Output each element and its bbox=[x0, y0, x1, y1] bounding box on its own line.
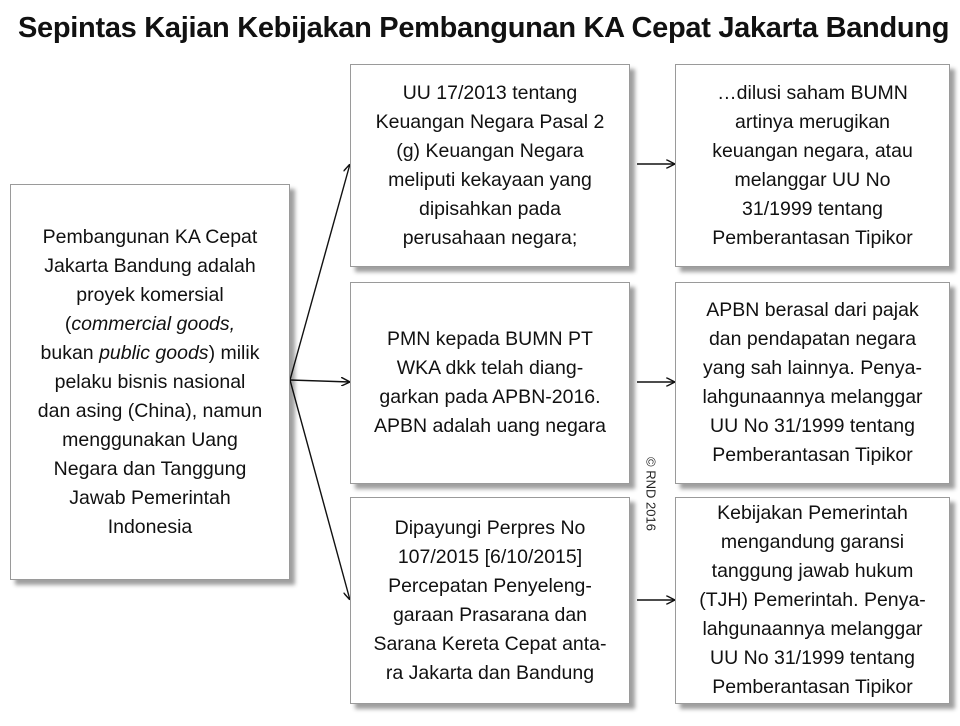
arrow-main-to-box-a2 bbox=[290, 380, 350, 382]
right-box-text: …dilusi saham BUMN artinya merugikan keuangan negara, atau melanggar UU No 31/1999 tentang Pemberantasan Tipikor bbox=[712, 81, 913, 249]
right-box-text: APBN berasal dari pajak dan pendapatan negara yang sah lainnya. Penya- lahgunaannya melanggar UU No 31/1999 tentang Pemberantasan Tipikor bbox=[702, 299, 923, 466]
italic-public-goods: public goods bbox=[99, 341, 209, 364]
middle-box-perpres bbox=[350, 497, 630, 704]
right-box-apbn-pajak bbox=[675, 282, 950, 484]
arrow-main-to-box-a3 bbox=[290, 380, 350, 600]
arrow-main-to-box-a1 bbox=[290, 164, 350, 380]
copyright-label: © RND 2016 bbox=[643, 457, 659, 531]
italic-commercial-goods: commercial goods, bbox=[71, 312, 236, 335]
middle-box-text: PMN kepada BUMN PT WKA dkk telah diang- garkan pada APBN-2016. APBN adalah uang negara bbox=[373, 328, 606, 437]
middle-box-text: UU 17/2013 tentang Keuangan Negara Pasal 2 (g) Keuangan Negara meliputi kekayaan yang dipisahkan pada perusahaan negara; bbox=[375, 81, 605, 249]
right-box-dilusi-saham bbox=[675, 64, 950, 267]
right-box-garansi-tjh bbox=[675, 497, 950, 704]
main-statement-text: Pembangunan KA Cepat Jakarta Bandung adalah proyek komersial (commercial goods, bukan public goods) milik pelaku bisnis nasional dan asing (China), namun menggunakan Uang Negara dan Tanggung Jawab Pemerintah Indonesia bbox=[37, 225, 263, 538]
main-statement-box bbox=[10, 184, 290, 580]
middle-box-uu-17-2013 bbox=[350, 64, 630, 267]
right-box-text: Kebijakan Pemerintah mengandung garansi tanggung jawab hukum (TJH) Pemerintah. Penya- lahgunaannya melanggar UU No 31/1999 tentang Pemberantasan Tipikor bbox=[699, 502, 926, 698]
middle-box-text: Dipayungi Perpres No 107/2015 [6/10/2015] Percepatan Penyeleng- garaan Prasarana dan Sarana Kereta Cepat anta- ra Jakarta dan Bandung bbox=[373, 516, 607, 684]
middle-box-pmn-bumn bbox=[350, 282, 630, 484]
page-title: Sepintas Kajian Kebijakan Pembangunan KA Cepat Jakarta Bandung bbox=[18, 12, 950, 44]
